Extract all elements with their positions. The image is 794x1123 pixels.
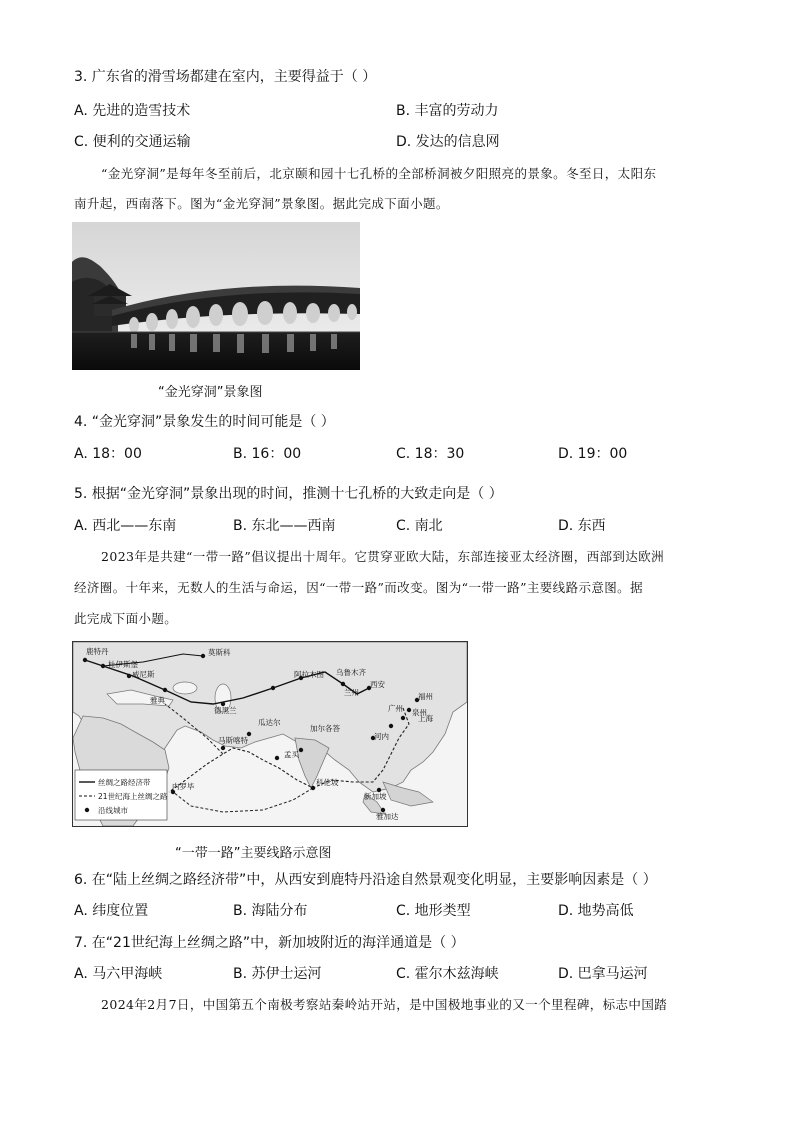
passage-2-line-1: 2023年是共建“一带一路”倡议提出十周年。它贯穿亚欧大陆，东部连接亚太经济圈，西部到达欧洲	[101, 549, 664, 564]
question-6-option-d: D. 地势高低	[558, 903, 634, 919]
map-label-tehran: 德黑兰	[214, 706, 237, 715]
bridge-photo	[72, 222, 360, 370]
map-label-athens: 雅典	[150, 696, 165, 705]
question-3-option-a: A. 先进的造雪技术	[74, 103, 191, 119]
question-7-option-a: A. 马六甲海峡	[74, 966, 163, 982]
belt-road-map-caption: “一带一路”主要线路示意图	[175, 846, 332, 861]
passage-1-line-2: 南升起，西南落下。图为“金光穿洞”景象图。据此完成下面小题。	[74, 196, 449, 211]
map-label-nairobi: 内罗毕	[172, 782, 195, 791]
question-6-option-c: C. 地形类型	[396, 903, 471, 919]
question-4-option-c: C. 18：30	[396, 446, 465, 462]
map-label-muscat: 马斯喀特	[218, 736, 248, 745]
question-3-stem: 3. 广东省的滑雪场都建在室内，主要得益于（ ）	[74, 69, 377, 85]
question-5-option-c: C. 南北	[396, 518, 443, 534]
belt-road-map-labels	[72, 641, 468, 827]
question-5-option-a: A. 西北——东南	[74, 518, 177, 534]
question-3-option-c: C. 便利的交通运输	[74, 134, 191, 150]
map-label-quanzhou: 泉州	[412, 708, 427, 717]
question-6-option-b: B. 海陆分布	[233, 903, 308, 919]
map-label-lanzhou: 兰州	[344, 688, 359, 697]
legend-cities: 沿线城市	[98, 806, 128, 815]
map-label-colombo: 科伦坡	[316, 778, 339, 787]
question-4-option-d: D. 19：00	[558, 446, 628, 462]
map-label-mumbai: 孟买	[284, 750, 299, 759]
map-label-kolkata: 加尔各答	[310, 724, 340, 733]
question-5-option-b: B. 东北——西南	[233, 518, 336, 534]
map-label-almaty: 阿拉木图	[294, 670, 324, 679]
map-label-rotterdam: 鹿特丹	[86, 647, 109, 656]
map-label-guangzhou: 广州	[388, 704, 403, 713]
question-3-option-b: B. 丰富的劳动力	[396, 103, 499, 119]
question-7-stem: 7. 在“21世纪海上丝绸之路”中，新加坡附近的海洋通道是（ ）	[74, 935, 465, 951]
map-label-shanghai: 上海	[418, 714, 433, 723]
bridge-photo-caption: “金光穿洞”景象图	[158, 385, 263, 400]
passage-2-line-3: 此完成下面小题。	[74, 611, 178, 626]
legend-land-route: 丝绸之路经济带	[98, 778, 151, 787]
map-label-hanoi: 河内	[374, 732, 389, 741]
question-7-option-c: C. 霍尔木兹海峡	[396, 966, 499, 982]
question-4-option-b: B. 16：00	[233, 446, 302, 462]
question-7-option-b: B. 苏伊士运河	[233, 966, 322, 982]
question-5-option-d: D. 东西	[558, 518, 606, 534]
passage-2-line-2: 经济圈。十年来，无数人的生活与命运，因“一带一路”而改变。图为“一带一路”主要线路示意图。据	[74, 580, 643, 595]
question-6-option-a: A. 纬度位置	[74, 903, 149, 919]
passage-3-line-1: 2024年2月7日，中国第五个南极考察站秦岭站开站，是中国极地事业的又一个里程碑，标志中国踏	[101, 997, 668, 1012]
map-label-fuzhou: 福州	[418, 692, 433, 701]
map-label-xian: 西安	[370, 680, 385, 689]
map-label-jakarta: 雅加达	[376, 812, 399, 821]
map-label-urumqi: 乌鲁木齐	[336, 668, 366, 677]
map-label-venice: 威尼斯	[132, 670, 155, 679]
question-7-option-d: D. 巴拿马运河	[558, 966, 648, 982]
question-6-stem: 6. 在“陆上丝绸之路经济带”中，从西安到鹿特丹沿途自然景观变化明显，主要影响因素是（ ）	[74, 872, 657, 888]
question-5-stem: 5. 根据“金光穿洞”景象出现的时间，推测十七孔桥的大致走向是（ ）	[74, 486, 503, 502]
question-4-stem: 4. “金光穿洞”景象发生的时间可能是（ ）	[74, 414, 335, 430]
question-3-option-d: D. 发达的信息网	[396, 134, 500, 150]
map-label-singapore: 新加坡	[364, 792, 387, 801]
question-4-option-a: A. 18：00	[74, 446, 142, 462]
map-label-moscow: 莫斯科	[208, 648, 231, 657]
legend-maritime-route: 21世纪海上丝绸之路	[98, 792, 168, 801]
map-label-gwadar: 瓜达尔	[258, 718, 281, 727]
passage-1-line-1: “金光穿洞”是每年冬至前后，北京颐和园十七孔桥的全部桥洞被夕阳照亮的景象。冬至日，太阳东	[101, 166, 657, 181]
map-label-duisburg: 杜伊斯堡	[108, 660, 138, 669]
